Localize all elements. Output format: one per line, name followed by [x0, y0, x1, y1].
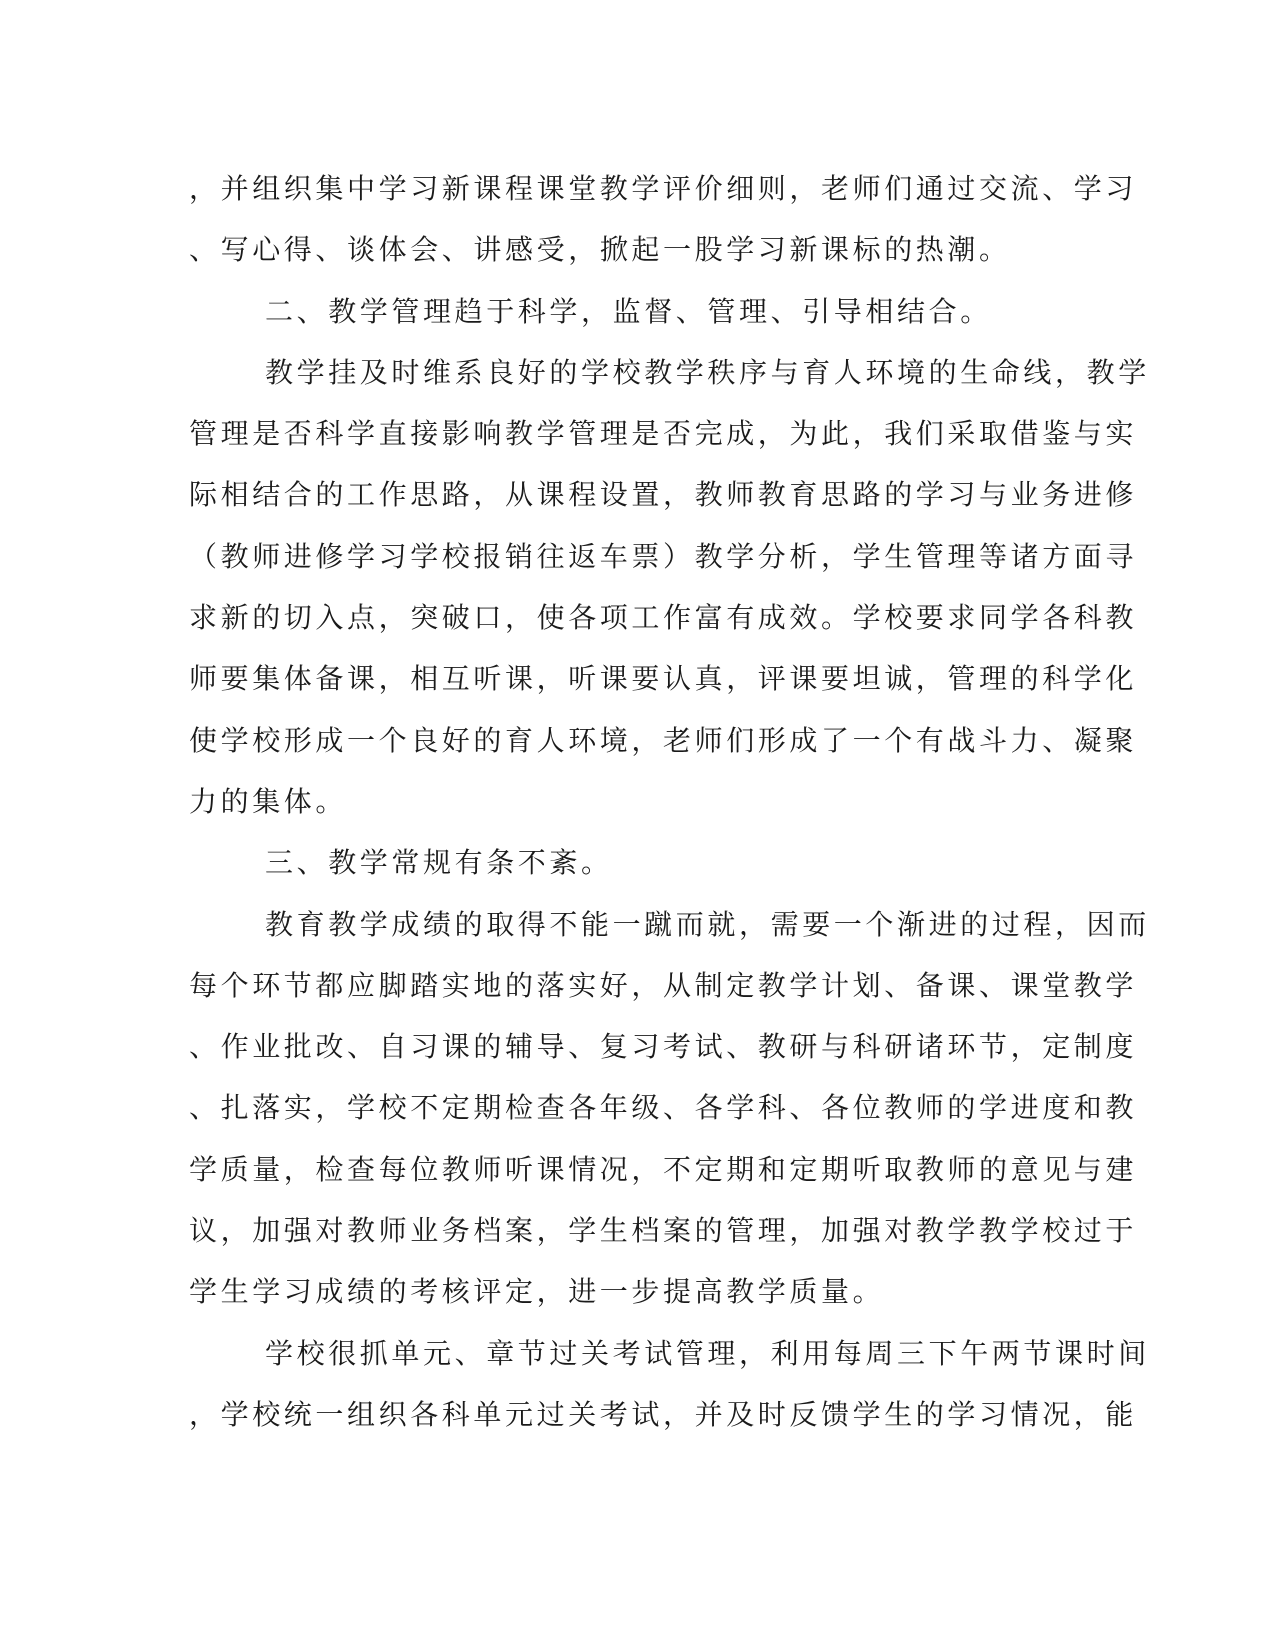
text-line: ，并组织集中学习新课程课堂教学评价细则，老师们通过交流、学习	[189, 172, 1138, 205]
text-line: （教师进修学习学校报销往返车票）教学分析，学生管理等诸方面寻	[189, 539, 1138, 573]
text-line: 、作业批改、自习课的辅导、复习考试、教研与科研诸环节，定制度	[189, 1030, 1138, 1064]
text-line: 每个环节都应脚踏实地的落实好，从制定教学计划、备课、课堂教学	[189, 968, 1138, 1002]
text-line: 力的集体。	[189, 784, 348, 818]
text-line: 、扎落实，学校不定期检查各年级、各学科、各位教师的学进度和教	[189, 1091, 1138, 1125]
paragraph-first-line: 学校很抓单元、章节过关考试管理，利用每周三下午两节课时间	[265, 1336, 1150, 1370]
document-body	[189, 158, 1150, 1445]
text-line: 求新的切入点，突破口，使各项工作富有成效。学校要求同学各科教	[189, 601, 1138, 635]
text-line: 管理是否科学直接影响教学管理是否完成，为此，我们采取借鉴与实	[189, 417, 1138, 451]
text-line: 学质量，检查每位教师听课情况，不定期和定期听取教师的意见与建	[189, 1152, 1138, 1186]
text-line: 、写心得、谈体会、讲感受，掀起一股学习新课标的热潮。	[189, 233, 1011, 267]
paragraph-first-line: 教学挂及时维系良好的学校教学秩序与育人环境的生命线，教学	[265, 355, 1150, 389]
paragraph-first-line: 三、教学常规有条不紊。	[265, 846, 613, 880]
text-line: 议，加强对教师业务档案，学生档案的管理，加强对教学教学校过于	[189, 1214, 1138, 1248]
text-line: ，学校统一组织各科单元过关考试，并及时反馈学生的学习情况，能	[189, 1397, 1138, 1431]
text-line: 学生学习成绩的考核评定，进一步提高教学质量。	[189, 1275, 885, 1309]
text-line: 际相结合的工作思路，从课程设置，教师教育思路的学习与业务进修	[189, 478, 1138, 512]
paragraph-first-line: 教育教学成绩的取得不能一蹴而就，需要一个渐进的过程，因而	[265, 907, 1150, 941]
paragraph-first-line: 二、教学管理趋于科学，监督、管理、引导相结合。	[265, 294, 992, 328]
text-line: 使学校形成一个良好的育人环境，老师们形成了一个有战斗力、凝聚	[189, 723, 1138, 757]
text-line: 师要集体备课，相互听课，听课要认真，评课要坦诚，管理的科学化	[189, 662, 1138, 696]
